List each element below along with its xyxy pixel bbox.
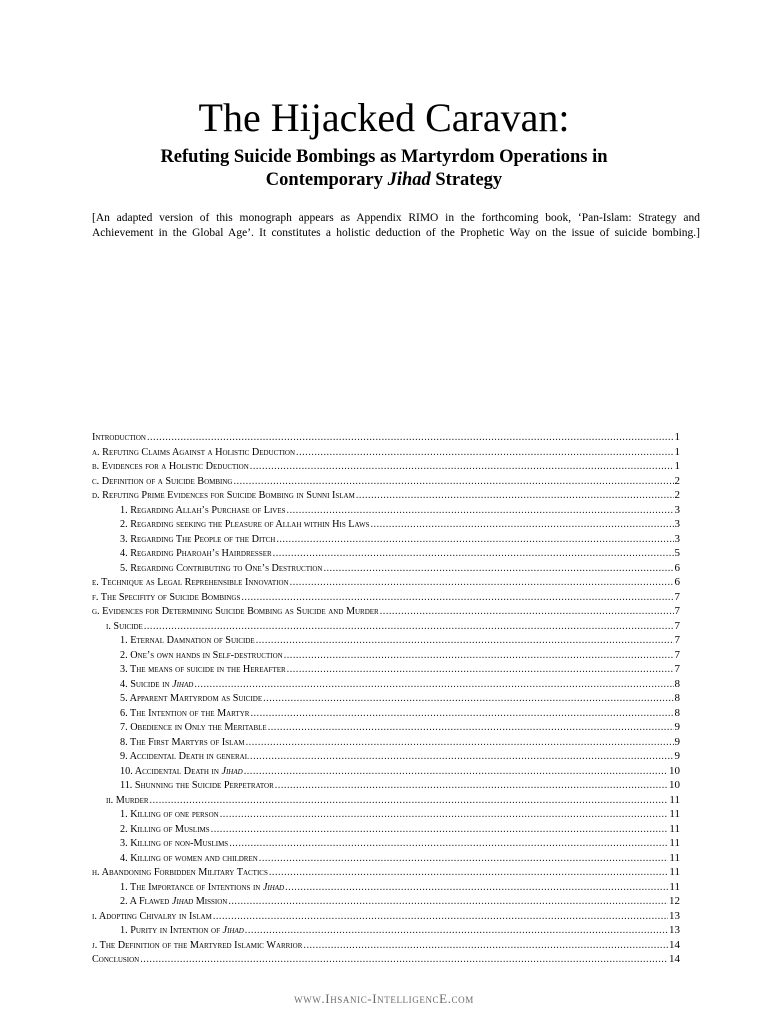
toc-entry-label: i. Adopting Chivalry in Islam [92, 910, 212, 922]
toc-leader-dots [268, 721, 674, 736]
subtitle-line-2-pre: Contemporary [265, 170, 388, 190]
toc-entry-label: 4. Suicide in Jihad [120, 678, 194, 690]
subtitle-line-2-italic: Jihad [387, 170, 431, 190]
toc-entry[interactable] [92, 445, 680, 460]
toc-leader-dots [250, 460, 674, 475]
toc-page-number: 8 [674, 706, 680, 719]
toc-entry[interactable] [92, 619, 680, 634]
toc-leader-dots [269, 866, 669, 881]
toc-entry[interactable] [92, 488, 680, 503]
toc-page-number: 11 [669, 793, 680, 806]
toc-page-number: 11 [669, 822, 680, 835]
toc-entry-label: 2. Regarding seeking the Pleasure of Allah within His Laws [120, 519, 370, 530]
toc-entry[interactable] [92, 561, 680, 576]
toc-entry-label: 7. Obedience in Only the Meritable [120, 722, 267, 733]
toc-entry-label: 11. Shunning the Suicide Perpetrator [120, 780, 274, 791]
toc-entry-label: 8. The First Martyrs of Islam [120, 736, 245, 748]
toc-leader-dots [244, 765, 668, 780]
toc-entry[interactable] [92, 546, 680, 561]
toc-entry-label: 1. Killing of one person [120, 809, 219, 820]
toc-entry[interactable] [92, 793, 680, 808]
toc-page-number: 1 [674, 460, 680, 472]
toc-entry-label: 4. Regarding Pharoah’s Hairdresser [120, 548, 272, 559]
toc-entry-label: d. Refuting Prime Evidences for Suicide Bombing in Sunni Islam [92, 490, 355, 501]
toc-leader-dots [287, 504, 674, 519]
toc-page-number: 2 [674, 489, 680, 501]
toc-entry-label: i. Suicide [106, 620, 143, 632]
toc-leader-dots [246, 736, 674, 751]
toc-leader-dots [250, 750, 673, 765]
toc-leader-dots [259, 852, 669, 867]
toc-page-number: 13 [669, 909, 680, 922]
toc-entry-label: j. The Definition of the Martyred Islamic Warrior [92, 939, 303, 951]
toc-page-number: 13 [669, 924, 680, 936]
toc-leader-dots [276, 533, 673, 548]
toc-leader-dots [144, 620, 674, 635]
toc-entry-label: 9. Accidental Death in general [120, 751, 250, 762]
toc-leader-dots [194, 678, 673, 693]
toc-entry[interactable] [92, 532, 680, 547]
toc-entry-label: 3. The means of suicide in the Hereafter [120, 664, 286, 675]
toc-leader-dots [250, 707, 673, 722]
toc-entry-label: h. Abandoning Forbidden Military Tactics [92, 867, 268, 878]
toc-entry[interactable] [92, 822, 680, 837]
toc-page-number: 6 [674, 561, 680, 574]
toc-leader-dots [370, 518, 673, 533]
toc-page-number: 7 [674, 648, 680, 661]
toc-entry[interactable] [92, 517, 680, 532]
toc-entry[interactable] [92, 691, 680, 706]
toc-entry[interactable] [92, 706, 680, 721]
toc-leader-dots [263, 692, 673, 707]
toc-page-number: 9 [674, 750, 680, 762]
toc-entry[interactable] [92, 880, 680, 895]
footer-website: www.Ihsanic-IntelligencE.com [294, 991, 474, 1006]
toc-entry-label: c. Definition of a Suicide Bombing [92, 475, 233, 487]
toc-leader-dots [284, 649, 674, 664]
toc-entry-label: 10. Accidental Death in Jihad [120, 765, 243, 777]
toc-page-number: 11 [669, 866, 680, 878]
toc-entry-label: g. Evidences for Determining Suicide Bombing as Suicide and Murder [92, 606, 379, 617]
toc-page-number: 7 [674, 619, 680, 632]
toc-entry-label: 3. Killing of non-Muslims [120, 838, 229, 849]
toc-entry[interactable] [92, 851, 680, 866]
toc-page-number: 6 [674, 576, 680, 588]
toc-entry[interactable] [92, 677, 680, 692]
toc-page-number: 8 [674, 677, 680, 690]
toc-leader-dots [296, 446, 673, 461]
toc-entry-label: b. Evidences for a Holistic Deduction [92, 461, 249, 472]
toc-entry[interactable] [92, 894, 680, 909]
toc-entry[interactable] [92, 952, 680, 967]
document-subtitle [100, 146, 668, 192]
toc-entry-label: 1. The Importance of Intentions in Jihad [120, 881, 285, 893]
toc-entry-label: 1. Eternal Damnation of Suicide [120, 635, 255, 646]
toc-entry[interactable] [92, 604, 680, 619]
toc-entry-label: 2. Killing of Muslims [120, 823, 210, 835]
toc-leader-dots [303, 939, 668, 954]
toc-entry[interactable] [92, 909, 680, 924]
toc-page-number: 11 [669, 808, 680, 820]
toc-entry-label: 1. Regarding Allah’s Purchase of Lives [120, 504, 286, 516]
toc-leader-dots [380, 605, 674, 620]
toc-leader-dots [323, 562, 673, 577]
toc-entry[interactable] [92, 749, 680, 764]
toc-leader-dots [213, 910, 668, 925]
toc-leader-dots [256, 634, 674, 649]
toc-page-number: 3 [674, 518, 680, 530]
toc-page-number: 11 [669, 851, 680, 864]
toc-leader-dots [147, 431, 674, 446]
toc-entry-label: 2. A Flawed Jihad Mission [120, 896, 228, 907]
toc-page-number: 10 [669, 779, 680, 791]
toc-leader-dots [211, 823, 669, 838]
toc-entry[interactable] [92, 662, 680, 677]
toc-entry-label: 2. One’s own hands in Self-destruction [120, 649, 283, 661]
toc-page-number: 7 [674, 590, 680, 603]
toc-page-number: 8 [674, 692, 680, 704]
toc-leader-dots [229, 837, 668, 852]
toc-entry-label: 6. The Intention of the Martyr [120, 707, 250, 719]
toc-leader-dots [140, 953, 668, 968]
toc-page-number: 2 [674, 474, 680, 487]
toc-page-number: 9 [674, 735, 680, 748]
toc-page-number: 11 [669, 880, 680, 893]
toc-entry[interactable] [92, 807, 680, 822]
table-of-contents [92, 430, 680, 967]
toc-leader-dots [275, 779, 668, 794]
toc-page-number: 7 [674, 605, 680, 617]
toc-entry-label: 1. Purity in Intention of Jihad [120, 925, 244, 936]
toc-page-number: 7 [674, 663, 680, 675]
toc-entry-label: 4. Killing of women and children [120, 852, 258, 864]
toc-entry-label: f. The Specifity of Suicide Bombings [92, 591, 241, 603]
toc-page-number: 14 [669, 938, 680, 951]
toc-entry[interactable] [92, 633, 680, 648]
toc-entry[interactable] [92, 430, 680, 445]
subtitle-line-1: Refuting Suicide Bombings as Martyrdom Operations in [160, 147, 608, 167]
toc-entry[interactable] [92, 778, 680, 793]
toc-page-number: 1 [674, 431, 680, 443]
toc-entry[interactable] [92, 764, 680, 779]
toc-entry-label: 5. Regarding Contributing to One’s Destruction [120, 562, 323, 574]
toc-entry[interactable] [92, 735, 680, 750]
toc-page-number: 1 [674, 445, 680, 458]
toc-leader-dots [245, 924, 668, 939]
document-title: The Hijacked Caravan: [198, 95, 570, 140]
toc-entry[interactable] [92, 836, 680, 851]
toc-leader-dots [228, 895, 668, 910]
toc-entry[interactable] [92, 459, 680, 474]
toc-page-number: 14 [669, 953, 680, 965]
toc-entry[interactable] [92, 923, 680, 938]
toc-entry-label: Conclusion [92, 954, 140, 965]
toc-page-number: 3 [674, 532, 680, 545]
toc-leader-dots [273, 547, 674, 562]
toc-page-number: 12 [669, 895, 680, 907]
subtitle-line-2-post: Strategy [430, 170, 503, 190]
toc-page-number: 5 [674, 547, 680, 559]
toc-leader-dots [233, 475, 673, 490]
toc-entry[interactable] [92, 938, 680, 953]
toc-entry[interactable] [92, 865, 680, 880]
toc-page-number: 11 [669, 837, 680, 849]
toc-leader-dots [290, 576, 674, 591]
toc-entry-label: e. Technique as Legal Reprehensible Innovation [92, 577, 289, 588]
adaptation-note: [An adapted version of this monograph appears as Appendix RIMO in the forthcoming book, ‘Pan-Islam: Strategy and Achievement in the Global Age’. It constitutes a holistic deduction of the Prophetic Way on the issue of suicide bombing.] [92, 212, 700, 239]
toc-leader-dots [285, 881, 668, 896]
toc-leader-dots [241, 591, 673, 606]
toc-entry[interactable] [92, 474, 680, 489]
toc-entry-label: ii. Murder [106, 794, 149, 806]
toc-entry-label: 5. Apparent Martyrdom as Suicide [120, 693, 263, 704]
toc-entry[interactable] [92, 648, 680, 663]
toc-entry-label: 3. Regarding The People of the Ditch [120, 533, 276, 545]
toc-leader-dots [220, 808, 669, 823]
toc-entry[interactable] [92, 720, 680, 735]
toc-leader-dots [150, 794, 669, 809]
toc-page-number: 7 [674, 634, 680, 646]
toc-entry-label: Introduction [92, 432, 146, 443]
toc-page-number: 10 [669, 764, 680, 777]
toc-page-number: 3 [674, 503, 680, 516]
toc-entry[interactable] [92, 590, 680, 605]
toc-entry[interactable] [92, 503, 680, 518]
toc-page-number: 9 [674, 721, 680, 733]
toc-entry-label: a. Refuting Claims Against a Holistic Deduction [92, 446, 296, 458]
toc-entry[interactable] [92, 575, 680, 590]
toc-leader-dots [356, 489, 674, 504]
toc-leader-dots [287, 663, 674, 678]
